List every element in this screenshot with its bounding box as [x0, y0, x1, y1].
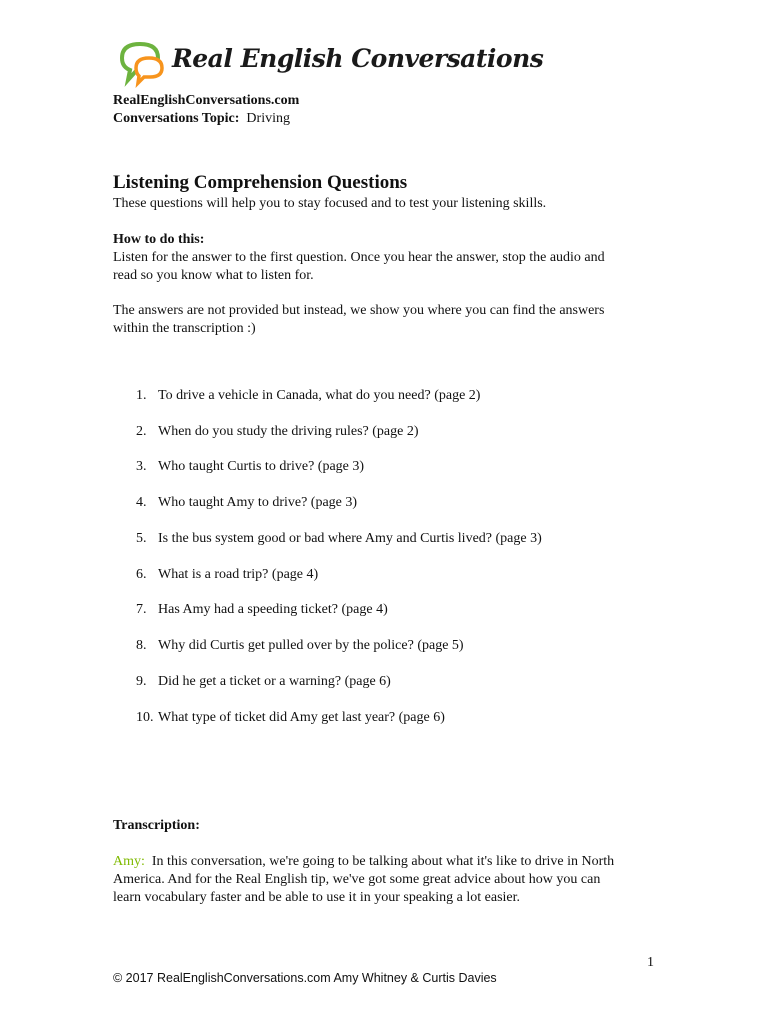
transcription-line-2: America. And for the Real English tip, we've got some great advice about how you can: [113, 872, 601, 887]
list-item: 8. Why did Curtis get pulled over by the police? (page 5): [136, 638, 464, 653]
speaker-label: Amy:: [113, 854, 145, 869]
how-line-1: Listen for the answer to the first question. Once you hear the answer, stop the audio and: [113, 250, 605, 265]
transcription-title: Transcription:: [113, 818, 200, 833]
list-item: 5. Is the bus system good or bad where Amy and Curtis lived? (page 3): [136, 531, 542, 546]
list-item: 3. Who taught Curtis to drive? (page 3): [136, 459, 365, 474]
footer-copyright: © 2017 RealEnglishConversations.com Amy Whitney & Curtis Davies: [113, 971, 497, 985]
answers-line-1: The answers are not provided but instead, we show you where you can find the answers: [113, 303, 605, 318]
topic-line: [113, 111, 290, 127]
section-title: Listening Comprehension Questions: [113, 172, 408, 193]
transcription-line-3: learn vocabulary faster and be able to use it in your speaking a lot easier.: [113, 890, 521, 905]
list-item: 2. When do you study the driving rules? (page 2): [136, 424, 419, 439]
list-item: 4. Who taught Amy to drive? (page 3): [136, 495, 358, 510]
how-title: How to do this:: [113, 232, 205, 247]
topic-label: Conversations Topic:: [113, 111, 240, 126]
list-item: 7. Has Amy had a speeding ticket? (page 4): [136, 602, 388, 617]
answers-line-2: within the transcription :): [113, 321, 256, 336]
page-number: 1: [647, 955, 654, 970]
list-item: 6. What is a road trip? (page 4): [136, 567, 319, 582]
list-item: 10. What type of ticket did Amy get last year? (page 6): [136, 710, 445, 725]
logo-text: Real English Conversations: [172, 44, 544, 73]
list-item: 9. Did he get a ticket or a warning? (page 6): [136, 674, 391, 689]
how-line-2: read so you know what to listen for.: [113, 268, 314, 283]
list-item: 1. To drive a vehicle in Canada, what do you need? (page 2): [136, 388, 481, 403]
intro-text: These questions will help you to stay focused and to test your listening skills.: [113, 196, 547, 211]
site-name: RealEnglishConversations.com: [113, 93, 300, 108]
transcription-line-1: Amy: In this conversation, we're going to be talking about what it's like to drive in North: [113, 854, 615, 869]
topic-value: Driving: [246, 111, 290, 126]
